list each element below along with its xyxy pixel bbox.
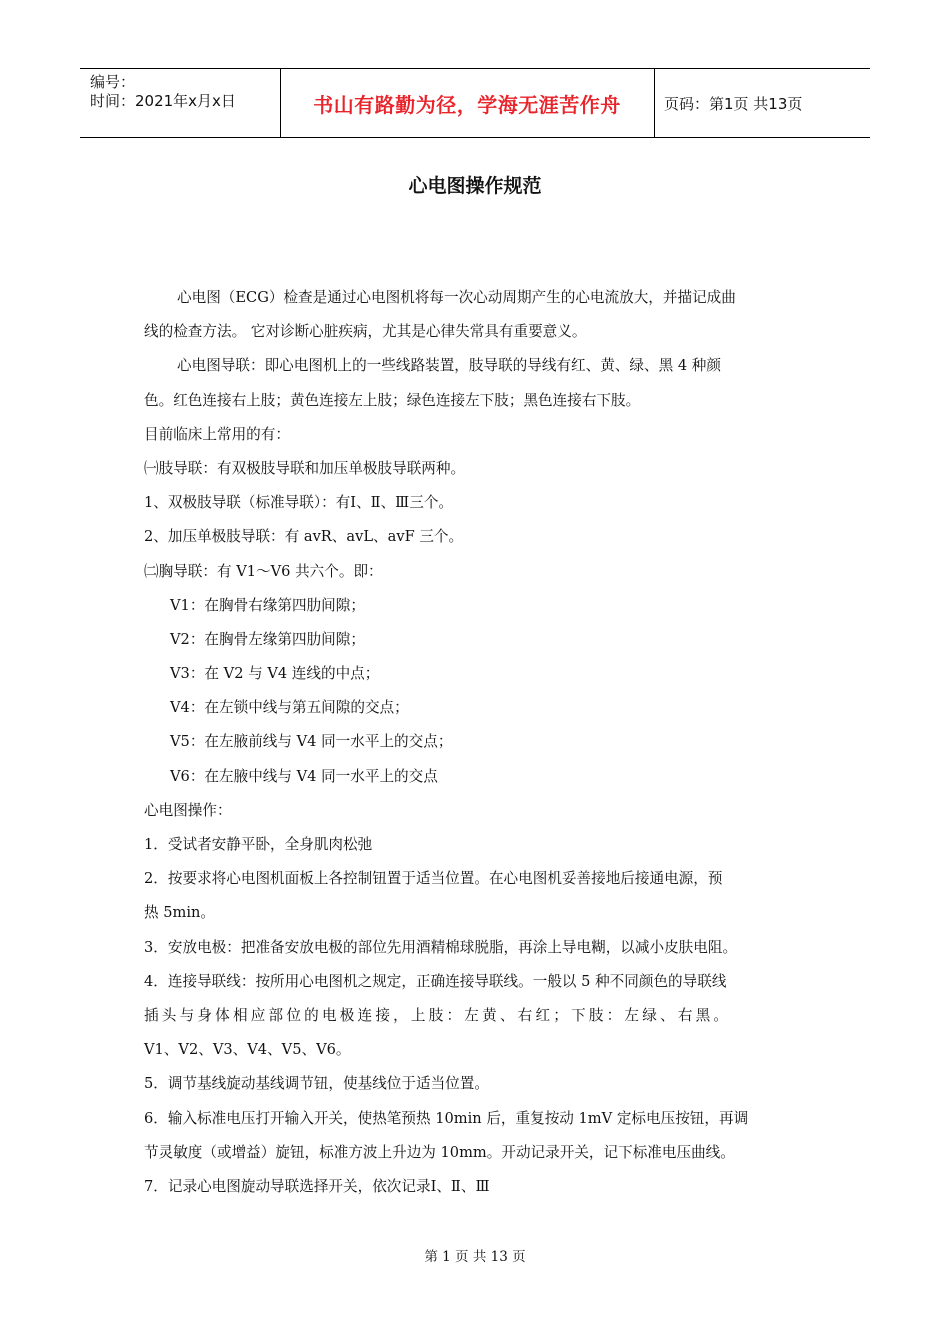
paragraph-line: 7．记录心电图旋动导联选择开关，依次记录Ⅰ、Ⅱ、Ⅲ xyxy=(144,1177,490,1195)
paragraph-line: 2．按要求将心电图机面板上各控制钮置于适当位置。在心电图机妥善接地后接通电源，预 xyxy=(144,870,723,888)
paragraph-line: 5．调节基线旋动基线调节钮，使基线位于适当位置。 xyxy=(144,1075,489,1093)
header-page-label: 页码：第1页 共13页 xyxy=(664,94,803,113)
paragraph-line: 心电图操作： xyxy=(144,801,232,819)
document-title: 心电图操作规范 xyxy=(408,175,542,197)
header-table xyxy=(80,68,870,138)
paragraph-line: 1、双极肢导联（标准导联）：有Ⅰ、Ⅱ、Ⅲ三个。 xyxy=(144,494,454,512)
header-divider xyxy=(654,69,655,137)
lead-item: V4：在左锁中线与第五间隙的交点； xyxy=(170,699,409,717)
document-body xyxy=(144,281,820,1204)
lead-item: V3：在 V2 与 V4 连线的中点； xyxy=(170,665,380,683)
lead-item: V6：在左腋中线与 V4 同一水平上的交点 xyxy=(170,767,438,785)
paragraph-line: V1、V2、V3、V4、V5、V6。 xyxy=(144,1041,351,1059)
paragraph-line: 色。红色连接右上肢；黄色连接左上肢；绿色连接左下肢；黑色连接右下肢。 xyxy=(144,391,641,409)
paragraph-line: 1．受试者安静平卧，全身肌肉松弛 xyxy=(144,836,373,853)
paragraph-line: 3．安放电极：把准备安放电极的部位先用酒精棉球脱脂，再涂上导电糊，以减小皮肤电阻。 xyxy=(144,938,738,956)
paragraph-line: 6．输入标准电压打开输入开关，使热笔预热 10min 后，重复按动 1mV 定标电压按钮，再调 xyxy=(144,1109,749,1127)
paragraph-line: 心电图导联：即心电图机上的一些线路装置，肢导联的导线有红、黄、绿、黑 4 种颜 xyxy=(177,357,721,375)
lead-item: V1：在胸骨右缘第四肋间隙； xyxy=(170,596,365,614)
paragraph-line: ㈡胸导联：有 V1～V6 共六个。即： xyxy=(144,562,383,580)
paragraph-line: 心电图（ECG）检查是通过心电图机将每一次心动周期产生的心电流放大，并描记成曲 xyxy=(177,289,736,306)
time-label: 时间：2021年x月x日 xyxy=(90,92,236,110)
paragraph-line: 目前临床上常用的有： xyxy=(144,425,290,443)
paragraph-line: 节灵敏度（或增益）旋钮，标准方波上升边为 10mm。开动记录开关，记下标准电压曲线。 xyxy=(144,1143,735,1161)
lead-item: V5：在左腋前线与 V4 同一水平上的交点； xyxy=(170,733,453,751)
paragraph-line: 插头与身体相应部位的电极连接，上肢：左黄、右红；下肢：左绿、右黑。 xyxy=(144,1006,732,1024)
page-footer: 第 1 页 共 13 页 xyxy=(424,1249,526,1265)
lead-item: V2：在胸骨左缘第四肋间隙； xyxy=(170,630,365,648)
paragraph-line: 热 5min。 xyxy=(144,904,216,922)
number-label: 编号： xyxy=(90,73,136,91)
paragraph-line: 2、加压单极肢导联：有 avR、avL、avF 三个。 xyxy=(144,528,464,546)
header-info-cell xyxy=(80,69,280,137)
header-divider xyxy=(280,69,281,137)
paragraph-line: ㈠肢导联：有双极肢导联和加压单极肢导联两种。 xyxy=(144,459,466,477)
paragraph-line: 4．连接导联线：按所用心电图机之规定，正确连接导联线。一般以 5 种不同颜色的导联线 xyxy=(144,972,727,990)
header-motto: 书山有路勤为径，学海无涯苦作舟 xyxy=(313,92,621,117)
paragraph-line: 线的检查方法。 它对诊断心脏疾病，尤其是心律失常具有重要意义。 xyxy=(144,323,587,341)
